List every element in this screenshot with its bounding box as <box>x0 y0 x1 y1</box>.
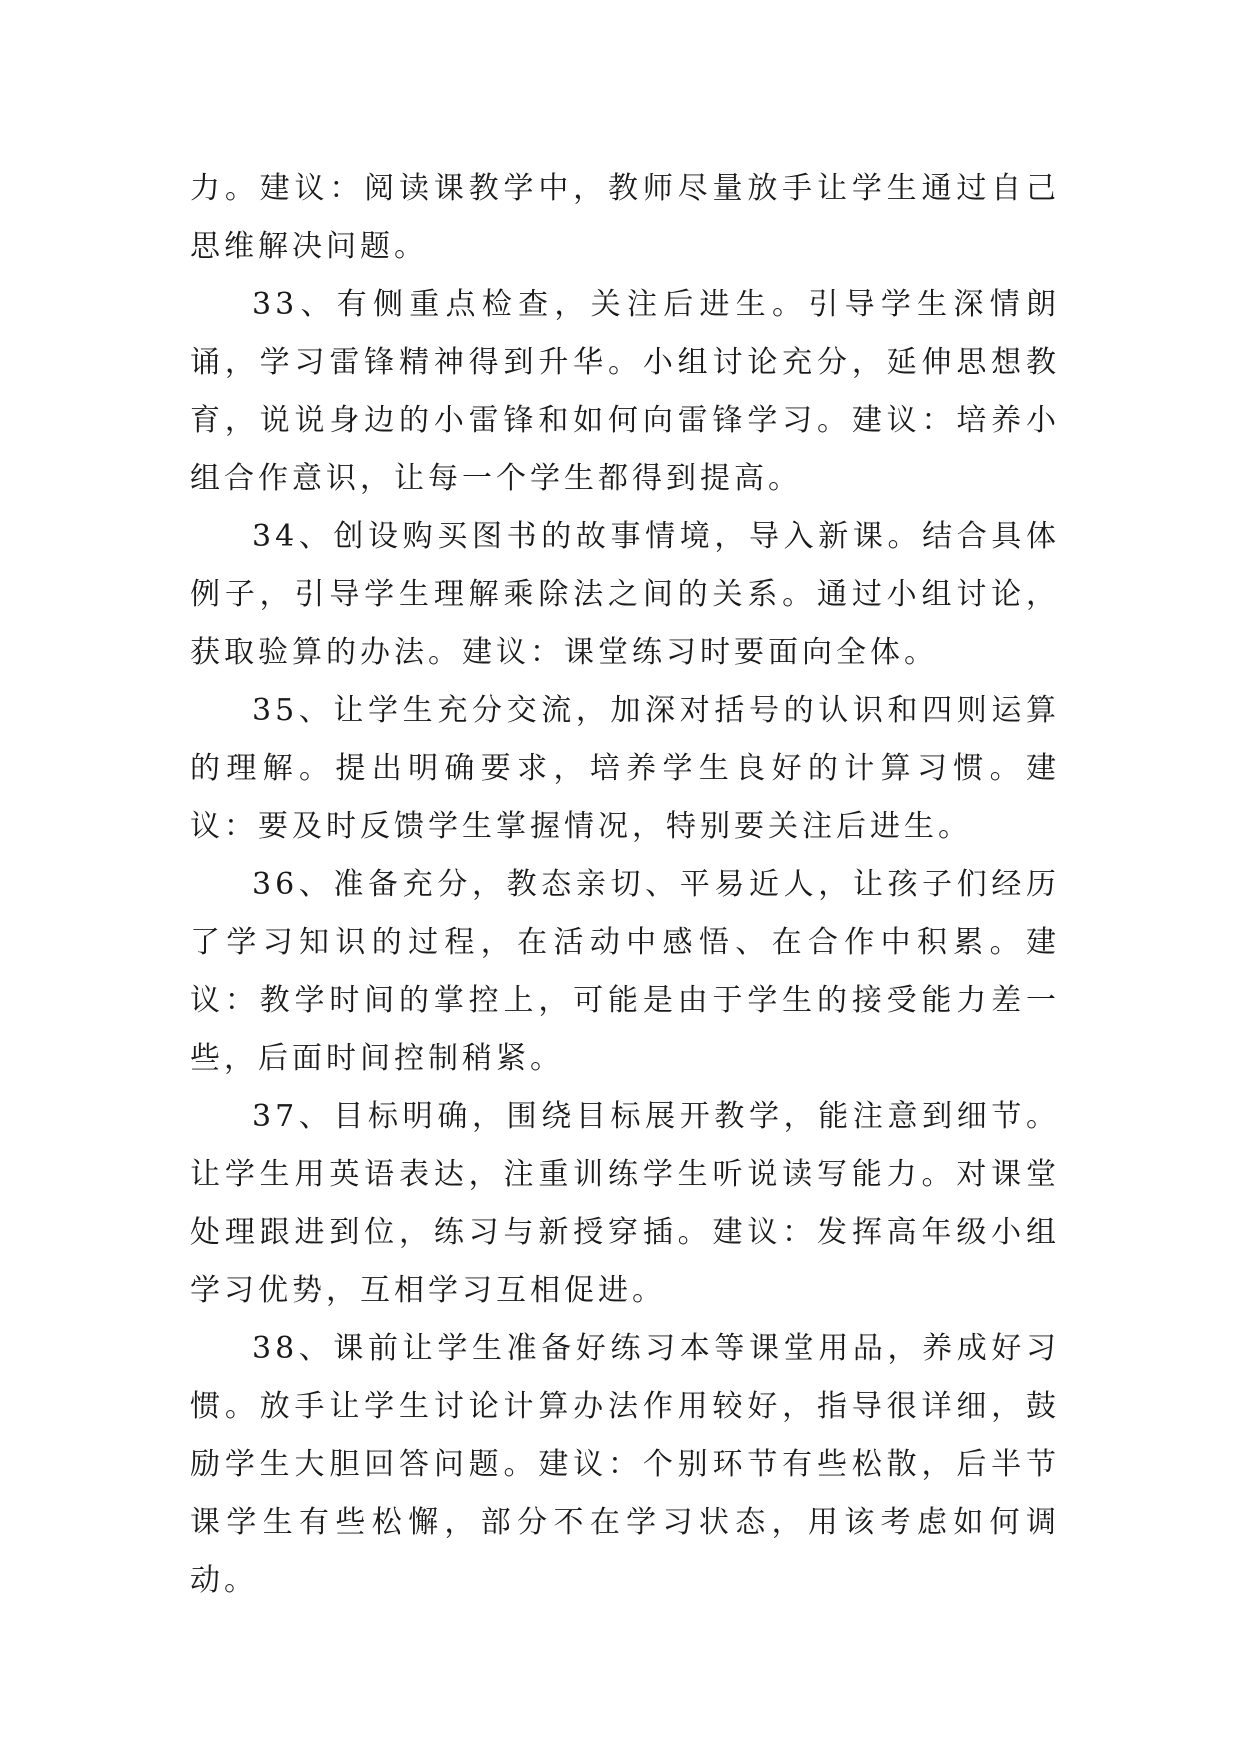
paragraph-item-38: 38、课前让学生准备好练习本等课堂用品，养成好习惯。放手让学生讨论计算办法作用较好，指导很详细，鼓励学生大胆回答问题。建议：个别环节有些松散，后半节课学生有些松懈，部分不在学习状态，用该考虑如何调动。 <box>190 1331 1060 1598</box>
document-body <box>190 160 1060 1610</box>
paragraph-item-37: 37、目标明确，围绕目标展开教学，能注意到细节。让学生用英语表达，注重训练学生听说读写能力。对课堂处理跟进到位，练习与新授穿插。建议：发挥高年级小组学习优势，互相学习互相促进。 <box>190 1099 1060 1308</box>
paragraph-item-35: 35、让学生充分交流，加深对括号的认识和四则运算的理解。提出明确要求，培养学生良好的计算习惯。建议：要及时反馈学生掌握情况，特别要关注后进生。 <box>190 693 1060 844</box>
paragraph-item-34: 34、创设购买图书的故事情境，导入新课。结合具体例子，引导学生理解乘除法之间的关系。通过小组讨论，获取验算的办法。建议：课堂练习时要面向全体。 <box>190 519 1060 670</box>
paragraph-item-33: 33、有侧重点检查，关注后进生。引导学生深情朗诵，学习雷锋精神得到升华。小组讨论充分，延伸思想教育，说说身边的小雷锋和如何向雷锋学习。建议：培养小组合作意识，让每一个学生都得到提高。 <box>190 287 1060 496</box>
paragraph-continuation: 力。建议：阅读课教学中，教师尽量放手让学生通过自己思维解决问题。 <box>190 171 1060 264</box>
paragraph-item-36: 36、准备充分，教态亲切、平易近人，让孩子们经历了学习知识的过程，在活动中感悟、在合作中积累。建议：教学时间的掌控上，可能是由于学生的接受能力差一些，后面时间控制稍紧。 <box>190 867 1060 1076</box>
